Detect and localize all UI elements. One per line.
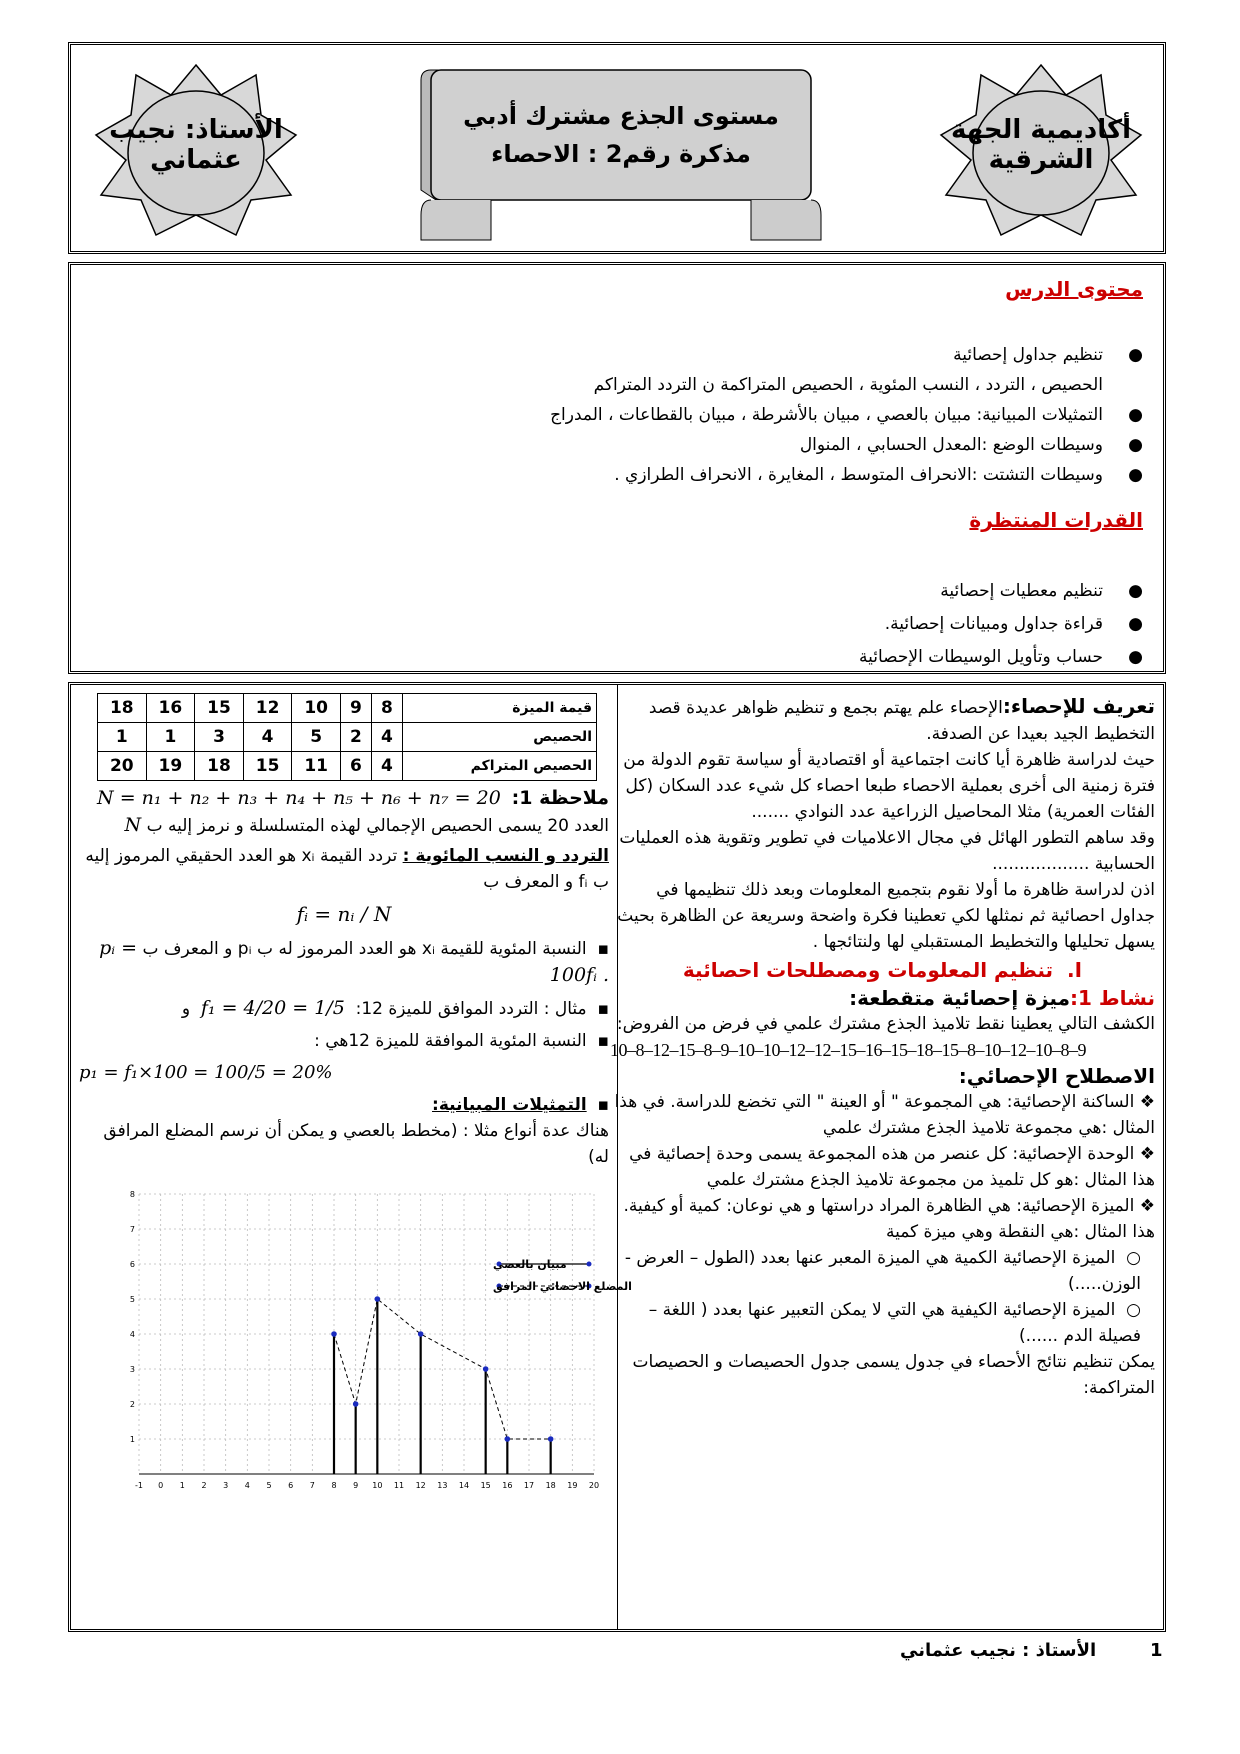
x-tick-label: 16 xyxy=(502,1481,513,1490)
term-item: ❖ الوحدة الإحصائية: كل عنصر من هذه المجموعة يسمى وحدة إحصائية في هذا المثال :هو كل تلميذ من مجموعة تلاميذ الجذع مشترك علمي xyxy=(629,1144,1155,1190)
x-tick-label: 5 xyxy=(266,1481,272,1490)
left-column xyxy=(79,693,632,1512)
paragraph: وقد ساهم التطور الهائل في مجال الاعلاميات في تطوير وتقوية هذه العمليات الحسابية .................. xyxy=(619,828,1155,874)
content-list xyxy=(550,340,1143,490)
title-banner xyxy=(421,60,821,245)
list-item: ● تنظيم معطيات إحصائية xyxy=(940,581,1143,601)
x-tick-label: 20 xyxy=(588,1481,600,1490)
lesson-title: مذكرة رقم2 : الاحصاء xyxy=(491,140,751,168)
x-tick-label: 12 xyxy=(415,1481,426,1490)
frequency-title: التردد و النسب المائوية : xyxy=(402,846,609,866)
academy-badge xyxy=(941,65,1141,235)
frequency-text: تردد القيمة xᵢ هو العدد الحقيقي المرموز إليه ب fᵢ و المعرف ب xyxy=(85,846,609,892)
teacher-name: الأستاذ: نجيب عثماني xyxy=(109,115,283,175)
content-title: محتوى الدرس xyxy=(1005,277,1143,301)
graph-text: هناك عدة أنواع مثلا : (مخطط بالعصي و يمكن أن نرسم المضلع المرافق له) xyxy=(103,1121,609,1167)
term-item: ❖ الساكنة الإحصائية: هي المجموعة " أو العينة " التي تخضع للدراسة. في هذا المثال :هي مجموعة تلاميذ الجذع مشترك علمي xyxy=(614,1092,1155,1138)
x-tick-label: 4 xyxy=(244,1481,250,1490)
page-number: 1 xyxy=(1150,1640,1163,1661)
legend-marker xyxy=(587,1262,592,1267)
term-subitem: ○ الميزة الإحصائية الكيفية هي التي لا يمكن التعبير عنها بعدد ( اللغة – فصيلة الدم ......) xyxy=(648,1300,1141,1346)
x-tick-label: 17 xyxy=(523,1481,535,1490)
y-tick-label: 3 xyxy=(129,1365,135,1374)
y-tick-label: 1 xyxy=(129,1435,135,1444)
percentage-equation: p₁ = f₁×100 = 100/5 = 20% xyxy=(79,1062,333,1083)
list-item: ● حساب وتأويل الوسيطات الإحصائية xyxy=(858,647,1143,667)
x-tick-label: 13 xyxy=(437,1481,448,1490)
y-tick-label: 2 xyxy=(129,1400,135,1409)
header-frame xyxy=(68,42,1166,254)
table-row: 20 19 18 15 11 6 4 الحصيص المتراكم xyxy=(98,752,597,781)
note-symbol: N xyxy=(124,814,142,836)
list-item: ● قراءة جداول ومبيانات إحصائية. xyxy=(884,614,1143,634)
right-column xyxy=(610,693,1155,1401)
data-series: 10–8–12–15–8–9–10–10–12–12–15–16–15–18–15–8–10–12–10–8–9 xyxy=(610,1040,1086,1060)
activity-text: الكشف التالي يعطينا نقط تلاميذ الجذع مشترك علمي في فرض من الفروض: xyxy=(616,1014,1155,1034)
activity-title: ميزة إحصائية متقطعة: xyxy=(849,986,1070,1010)
x-tick-label: 18 xyxy=(545,1481,556,1490)
list-item: ● وسيطات التشتت :الانحراف المتوسط ، المغايرة ، الانحراف الطرازي . xyxy=(614,465,1143,485)
note-equation: N = n₁ + n₂ + n₃ + n₄ + n₅ + n₆ + n₇ = 20 xyxy=(97,787,501,809)
y-tick-label: 6 xyxy=(129,1260,135,1269)
y-tick-label: 5 xyxy=(129,1295,135,1304)
x-tick-label: -1 xyxy=(135,1481,143,1490)
definition-title: تعريف للإحصاء: xyxy=(1002,694,1155,718)
paragraph: حيث لدراسة ظاهرة أيا كانت اجتماعية أو اقتصادية أو سياسة تقوم الدولة من فترة زمنية الى أخرى بعملية الاحصاء طبعا احصاء كل شيء عدد السكان (كل الفئات العمرية) مثلا المحاصيل الزراعية عدد النوادي ....... xyxy=(623,750,1155,822)
x-tick-label: 10 xyxy=(372,1481,383,1490)
legend-label: مبيان بالعصي xyxy=(493,1258,567,1271)
abilities-title: القدرات المنتظرة xyxy=(969,508,1143,532)
stick-chart xyxy=(79,1174,632,1504)
x-tick-label: 15 xyxy=(480,1481,491,1490)
paragraph: اذن لدراسة ظاهرة ما أولا نقوم بتجميع المعلومات وبعد ذلك تنظيمها في جداول احصائية ثم نمثلها لكي تعطينا فكرة واضحة وسريعة عن الظاهرة بحيث يسهل تحليلها والتخطيط المستقبلي لها ولنتائجها . xyxy=(617,880,1155,952)
terms-title: الاصطلاح الإحصائي: xyxy=(958,1064,1155,1088)
table-row: 1 1 3 4 5 2 4 الحصيص xyxy=(98,723,597,752)
x-tick-label: 1 xyxy=(179,1481,185,1490)
x-tick-label: 9 xyxy=(353,1481,359,1490)
list-item: ● تنظيم جداول إحصائية الحصيص ، التردد ، النسب المئوية ، الحصيص المتراكمة ن التردد المتراكم xyxy=(593,345,1143,395)
data-point xyxy=(505,1436,511,1442)
data-point xyxy=(375,1296,381,1302)
x-tick-label: 7 xyxy=(309,1481,315,1490)
legend-label: المضلع الاحصائي المرافق xyxy=(493,1280,632,1293)
x-tick-label: 3 xyxy=(223,1481,229,1490)
data-point xyxy=(418,1331,424,1337)
y-tick-label: 4 xyxy=(129,1330,135,1339)
section-heading: I. تنظيم المعلومات ومصطلحات احصائية xyxy=(682,958,1083,982)
bullet-item: ▪ النسبة المئوية للقيمة xᵢ هو العدد المرموز له ب pᵢ و المعرف ب pᵢ = 100fᵢ . xyxy=(99,937,609,986)
list-item: ● وسيطات الوضع :المعدل الحسابي ، المنوال xyxy=(799,435,1143,455)
x-tick-label: 2 xyxy=(201,1481,207,1490)
data-point xyxy=(548,1436,554,1442)
closing-text: يمكن تنظيم نتائج الأحصاء في جدول يسمى جدول الحصيصات و الحصيصات المتراكمة: xyxy=(632,1352,1155,1398)
teacher-badge xyxy=(96,65,296,235)
level-title: مستوى الجذع مشترك أدبي xyxy=(463,102,779,130)
note-text: العدد 20 يسمى الحصيص الإجمالي لهذه المتسلسلة و نرمز إليه ب xyxy=(146,816,609,836)
y-tick-label: 8 xyxy=(129,1190,135,1199)
data-point xyxy=(483,1366,489,1372)
x-tick-label: 19 xyxy=(567,1481,578,1490)
term-item: ❖ الميزة الإحصائية: هي الظاهرة المراد دراستها و هي نوعان: كمية أو كيفية. هذا المثال :هي النقطة وهي ميزة كمية xyxy=(623,1196,1155,1242)
definition-text: الإحصاء علم يهتم بجمع و تنظيم ظواهر عديدة قصد التخطيط الجيد بعيدا عن الصدفة. xyxy=(648,698,1155,744)
note-label: ملاحظة 1: xyxy=(511,787,609,809)
academy-name: أكاديمية الجهة الشرقية xyxy=(950,115,1132,175)
activity-label: نشاط 1: xyxy=(1069,986,1155,1010)
data-point xyxy=(353,1401,359,1407)
y-tick-label: 7 xyxy=(129,1225,135,1234)
table-row: 18 16 15 12 10 9 8 قيمة الميزة xyxy=(98,694,597,723)
frequency-table xyxy=(97,693,597,781)
frequency-equation: fᵢ = nᵢ / N xyxy=(296,902,392,926)
x-tick-label: 6 xyxy=(288,1481,294,1490)
bullet-item: ▪ مثال : التردد الموافق للميزة 12: f₁ = 4/20 = 1/5 و xyxy=(181,997,609,1019)
footer-author: الأستاذ : نجيب عثماني xyxy=(900,1640,1097,1661)
x-tick-label: 8 xyxy=(331,1481,337,1490)
bullet-item: ▪ التمثيلات المبيانية: xyxy=(432,1095,609,1115)
x-tick-label: 0 xyxy=(158,1481,164,1490)
data-point xyxy=(331,1331,337,1337)
list-item: ● التمثيلات المبيانية: مبيان بالعصي ، مبيان بالأشرطة ، مبيان بالقطاعات ، المدراج xyxy=(550,405,1143,425)
term-subitem: ○ الميزة الإحصائية الكمية هي الميزة المعبر عنها بعدد (الطول – العرض - الوزن.....) xyxy=(624,1248,1141,1294)
content-frame xyxy=(68,262,1166,674)
x-tick-label: 11 xyxy=(393,1481,405,1490)
main-frame xyxy=(68,682,1166,1632)
abilities-list xyxy=(858,575,1143,674)
bullet-item: ▪ النسبة المئوية الموافقة للميزة 12هي : xyxy=(314,1031,609,1051)
x-tick-label: 14 xyxy=(458,1481,470,1490)
